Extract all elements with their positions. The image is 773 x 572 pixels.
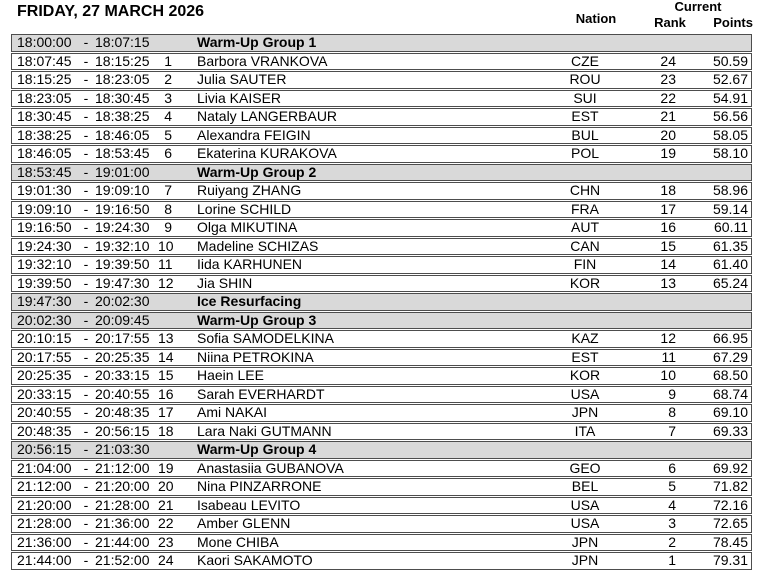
time-start: 20:02:30 <box>17 312 72 328</box>
table-row <box>11 497 752 515</box>
table-row <box>11 460 752 478</box>
time-start: 19:47:30 <box>17 294 72 310</box>
current-rank: 18 <box>660 183 676 199</box>
skater-name: Jia SHIN <box>197 275 253 291</box>
nation-code: USA <box>570 497 600 513</box>
current-points: 60.11 <box>714 220 748 236</box>
start-number: 22 <box>158 516 174 532</box>
time-end: 18:30:45 <box>95 90 150 106</box>
table-row <box>11 293 752 311</box>
table-row <box>11 164 752 182</box>
skater-name: Sofia SAMODELKINA <box>197 331 334 347</box>
start-number: 2 <box>164 72 172 88</box>
skater-name: Anastasiia GUBANOVA <box>197 460 344 476</box>
skater-name: Amber GLENN <box>197 516 291 532</box>
current-rank: 11 <box>661 349 676 365</box>
current-points: 61.35 <box>712 238 748 254</box>
time-end: 21:12:00 <box>95 460 150 476</box>
current-points: 59.14 <box>712 201 748 217</box>
time-end: 20:02:30 <box>95 294 150 310</box>
current-points: 78.45 <box>712 534 748 550</box>
time-start: 20:25:35 <box>17 368 72 384</box>
time-start: 18:00:00 <box>17 35 72 51</box>
time-end: 19:39:50 <box>95 257 150 273</box>
time-start: 18:15:25 <box>17 72 72 88</box>
skater-name: Ice Resurfacing <box>197 294 302 310</box>
skater-name: Barbora VRANKOVA <box>197 53 328 69</box>
time-start: 18:46:05 <box>17 146 72 162</box>
start-number: 8 <box>164 201 172 217</box>
current-points: 69.33 <box>712 423 748 439</box>
current-points: 56.56 <box>712 109 748 125</box>
table-row <box>11 34 752 52</box>
skater-name: Madeline SCHIZAS <box>197 238 319 254</box>
time-dash: - <box>83 127 89 143</box>
start-number: 18 <box>158 423 174 439</box>
skater-name: Warm-Up Group 3 <box>197 312 317 328</box>
time-end: 20:56:15 <box>95 423 150 439</box>
nation-code: CAN <box>570 238 600 254</box>
current-points: 71.82 <box>712 479 748 495</box>
time-dash: - <box>83 423 89 439</box>
current-rank: 24 <box>660 53 676 69</box>
time-end: 20:25:35 <box>95 349 150 365</box>
start-number: 12 <box>158 275 174 291</box>
time-dash: - <box>83 386 89 402</box>
time-end: 21:44:00 <box>95 534 150 550</box>
current-points: 72.16 <box>712 497 748 513</box>
table-row <box>11 90 752 108</box>
time-dash: - <box>83 109 89 125</box>
skater-name: Warm-Up Group 1 <box>197 35 317 51</box>
column-header-nation: Nation <box>575 11 617 26</box>
time-dash: - <box>83 72 89 88</box>
skater-name: Ekaterina KURAKOVA <box>197 146 337 162</box>
nation-code: KAZ <box>571 331 599 347</box>
time-start: 19:09:10 <box>17 201 72 217</box>
table-row <box>11 404 752 422</box>
time-end: 18:53:45 <box>95 146 150 162</box>
skater-name: Alexandra FEIGIN <box>197 127 311 143</box>
time-start: 19:16:50 <box>17 220 72 236</box>
current-points: 67.29 <box>712 349 748 365</box>
table-row <box>11 552 752 570</box>
current-rank: 8 <box>668 405 676 421</box>
time-dash: - <box>83 183 89 199</box>
current-rank: 12 <box>660 331 676 347</box>
skater-name: Olga MIKUTINA <box>197 220 298 236</box>
time-end: 21:03:30 <box>95 442 150 458</box>
current-rank: 9 <box>668 386 676 402</box>
time-end: 18:23:05 <box>95 72 150 88</box>
start-number: 9 <box>164 220 172 236</box>
time-start: 21:28:00 <box>17 516 72 532</box>
table-row <box>11 71 752 89</box>
time-end: 19:24:30 <box>95 220 150 236</box>
table-row <box>11 349 752 367</box>
skater-name: Sarah EVERHARDT <box>197 386 325 402</box>
start-number: 11 <box>158 257 173 273</box>
table-row <box>11 219 752 237</box>
current-points: 52.67 <box>712 72 748 88</box>
time-end: 19:47:30 <box>95 275 150 291</box>
time-start: 18:23:05 <box>17 90 72 106</box>
time-end: 20:09:45 <box>95 312 150 328</box>
current-rank: 3 <box>668 516 676 532</box>
time-end: 18:07:15 <box>95 35 150 51</box>
time-dash: - <box>83 331 89 347</box>
skater-name: Lorine SCHILD <box>197 201 292 217</box>
current-rank: 4 <box>668 497 676 513</box>
nation-code: EST <box>571 109 599 125</box>
time-start: 19:01:30 <box>17 183 72 199</box>
current-rank: 10 <box>660 368 676 384</box>
current-points: 65.24 <box>712 275 748 291</box>
skater-name: Ami NAKAI <box>197 405 268 421</box>
time-start: 19:24:30 <box>17 238 72 254</box>
time-dash: - <box>83 497 89 513</box>
current-rank: 13 <box>660 275 676 291</box>
time-end: 20:40:55 <box>95 386 150 402</box>
time-dash: - <box>83 442 89 458</box>
table-row <box>11 441 752 459</box>
table-row <box>11 182 752 200</box>
table-row <box>11 238 752 256</box>
table-row <box>11 386 752 404</box>
column-header-rank: Rank <box>654 15 686 30</box>
skater-name: Mone CHIBA <box>197 534 279 550</box>
column-header-points: Points <box>713 15 753 30</box>
time-start: 20:10:15 <box>17 331 72 347</box>
nation-code: GEO <box>569 460 601 476</box>
time-dash: - <box>83 164 89 180</box>
skater-name: Julia SAUTER <box>197 72 287 88</box>
skater-name: Iida KARHUNEN <box>197 257 303 273</box>
time-end: 19:01:00 <box>95 164 150 180</box>
skater-name: Isabeau LEVITO <box>197 497 301 513</box>
current-rank: 5 <box>668 479 676 495</box>
time-dash: - <box>83 146 89 162</box>
nation-code: SUI <box>573 90 597 106</box>
current-rank: 6 <box>668 460 676 476</box>
nation-code: BUL <box>571 127 599 143</box>
time-end: 21:28:00 <box>95 497 150 513</box>
time-end: 21:52:00 <box>95 553 150 569</box>
skater-name: Nina PINZARRONE <box>197 479 322 495</box>
current-rank: 19 <box>660 146 676 162</box>
time-dash: - <box>83 201 89 217</box>
time-start: 19:32:10 <box>17 257 72 273</box>
time-start: 19:39:50 <box>17 275 72 291</box>
nation-code: ROU <box>569 72 601 88</box>
current-points: 69.92 <box>712 460 748 476</box>
time-end: 20:17:55 <box>95 331 150 347</box>
nation-code: JPN <box>571 553 599 569</box>
table-row <box>11 201 752 219</box>
time-end: 18:15:25 <box>95 53 150 69</box>
time-dash: - <box>83 516 89 532</box>
table-row <box>11 423 752 441</box>
start-number: 24 <box>158 553 174 569</box>
current-points: 54.91 <box>712 90 748 106</box>
table-row <box>11 127 752 145</box>
nation-code: USA <box>570 516 600 532</box>
table-row <box>11 330 752 348</box>
skater-name: Haein LEE <box>197 368 264 384</box>
current-rank: 15 <box>660 238 676 254</box>
skater-name: Kaori SAKAMOTO <box>197 553 313 569</box>
time-dash: - <box>83 238 89 254</box>
nation-code: JPN <box>571 405 599 421</box>
start-number: 13 <box>158 331 174 347</box>
current-rank: 2 <box>668 534 676 550</box>
table-row <box>11 534 752 552</box>
skater-name: Warm-Up Group 4 <box>197 442 317 458</box>
start-number: 14 <box>158 349 174 365</box>
nation-code: ITA <box>574 423 596 439</box>
column-header-current: Current <box>674 0 722 14</box>
current-points: 79.31 <box>712 553 748 569</box>
start-number: 1 <box>164 53 172 69</box>
time-end: 18:38:25 <box>95 109 150 125</box>
nation-code: CHN <box>569 183 601 199</box>
current-points: 68.74 <box>712 386 748 402</box>
time-start: 18:07:45 <box>17 53 72 69</box>
time-dash: - <box>83 312 89 328</box>
current-points: 58.10 <box>712 146 748 162</box>
time-dash: - <box>83 53 89 69</box>
start-number: 20 <box>158 479 174 495</box>
page-title: FRIDAY, 27 MARCH 2026 <box>17 3 205 20</box>
table-row <box>11 478 752 496</box>
time-start: 20:33:15 <box>17 386 72 402</box>
time-start: 20:17:55 <box>17 349 72 365</box>
skater-name: Ruiyang ZHANG <box>197 183 302 199</box>
nation-code: KOR <box>569 368 601 384</box>
time-end: 19:32:10 <box>95 238 150 254</box>
current-rank: 7 <box>668 423 676 439</box>
time-dash: - <box>83 275 89 291</box>
current-points: 61.40 <box>712 257 748 273</box>
nation-code: CZE <box>571 53 599 69</box>
time-start: 18:30:45 <box>17 109 72 125</box>
time-end: 18:46:05 <box>95 127 150 143</box>
time-dash: - <box>83 553 89 569</box>
time-dash: - <box>83 460 89 476</box>
skater-name: Lara Naki GUTMANN <box>197 423 332 439</box>
time-start: 20:56:15 <box>17 442 72 458</box>
time-end: 21:20:00 <box>95 479 150 495</box>
start-number: 15 <box>158 368 174 384</box>
start-number: 10 <box>158 238 174 254</box>
time-dash: - <box>83 294 89 310</box>
nation-code: POL <box>570 146 599 162</box>
time-dash: - <box>83 349 89 365</box>
start-number: 19 <box>158 460 174 476</box>
start-number: 21 <box>158 497 174 513</box>
current-rank: 22 <box>660 90 676 106</box>
nation-code: AUT <box>571 220 599 236</box>
time-end: 19:16:50 <box>95 201 150 217</box>
table-row <box>11 256 752 274</box>
time-dash: - <box>83 257 89 273</box>
current-points: 50.59 <box>712 53 748 69</box>
time-start: 21:04:00 <box>17 460 72 476</box>
start-number: 6 <box>164 146 172 162</box>
start-number: 4 <box>164 109 172 125</box>
skater-name: Warm-Up Group 2 <box>197 164 317 180</box>
time-start: 21:20:00 <box>17 497 72 513</box>
current-points: 69.10 <box>712 405 748 421</box>
schedule-table <box>11 34 752 570</box>
current-rank: 21 <box>660 109 676 125</box>
time-dash: - <box>83 368 89 384</box>
nation-code: JPN <box>571 534 599 550</box>
table-row <box>11 108 752 126</box>
table-row <box>11 53 752 71</box>
current-rank: 14 <box>660 257 676 273</box>
nation-code: FIN <box>573 257 597 273</box>
table-row <box>11 515 752 533</box>
nation-code: BEL <box>571 479 599 495</box>
nation-code: EST <box>571 349 599 365</box>
time-dash: - <box>83 405 89 421</box>
start-number: 23 <box>158 534 174 550</box>
start-number: 3 <box>164 90 172 106</box>
skater-name: Nataly LANGERBAUR <box>197 109 338 125</box>
current-points: 66.95 <box>712 331 748 347</box>
table-row <box>11 275 752 293</box>
skater-name: Livia KAISER <box>197 90 282 106</box>
table-row <box>11 145 752 163</box>
time-start: 18:38:25 <box>17 127 72 143</box>
current-points: 58.05 <box>712 127 748 143</box>
current-rank: 20 <box>660 127 676 143</box>
skater-name: Niina PETROKINA <box>197 349 314 365</box>
time-dash: - <box>83 35 89 51</box>
time-start: 21:36:00 <box>17 534 72 550</box>
start-number: 17 <box>158 405 174 421</box>
time-dash: - <box>83 90 89 106</box>
current-points: 68.50 <box>712 368 748 384</box>
time-end: 19:09:10 <box>95 183 150 199</box>
nation-code: USA <box>570 386 600 402</box>
time-dash: - <box>83 534 89 550</box>
time-end: 20:48:35 <box>95 405 150 421</box>
time-start: 20:40:55 <box>17 405 72 421</box>
start-number: 16 <box>158 386 174 402</box>
time-dash: - <box>83 220 89 236</box>
current-rank: 16 <box>660 220 676 236</box>
time-dash: - <box>83 479 89 495</box>
time-start: 21:44:00 <box>17 553 72 569</box>
current-points: 72.65 <box>712 516 748 532</box>
start-number: 7 <box>164 183 172 199</box>
time-end: 21:36:00 <box>95 516 150 532</box>
current-rank: 23 <box>660 72 676 88</box>
time-end: 20:33:15 <box>95 368 150 384</box>
current-points: 58.96 <box>712 183 748 199</box>
table-row <box>11 312 752 330</box>
start-number: 5 <box>164 127 172 143</box>
current-rank: 17 <box>660 201 676 217</box>
time-start: 18:53:45 <box>17 164 72 180</box>
current-rank: 1 <box>668 553 676 569</box>
time-start: 21:12:00 <box>17 479 72 495</box>
time-start: 20:48:35 <box>17 423 72 439</box>
nation-code: FRA <box>571 201 599 217</box>
table-row <box>11 367 752 385</box>
nation-code: KOR <box>569 275 601 291</box>
